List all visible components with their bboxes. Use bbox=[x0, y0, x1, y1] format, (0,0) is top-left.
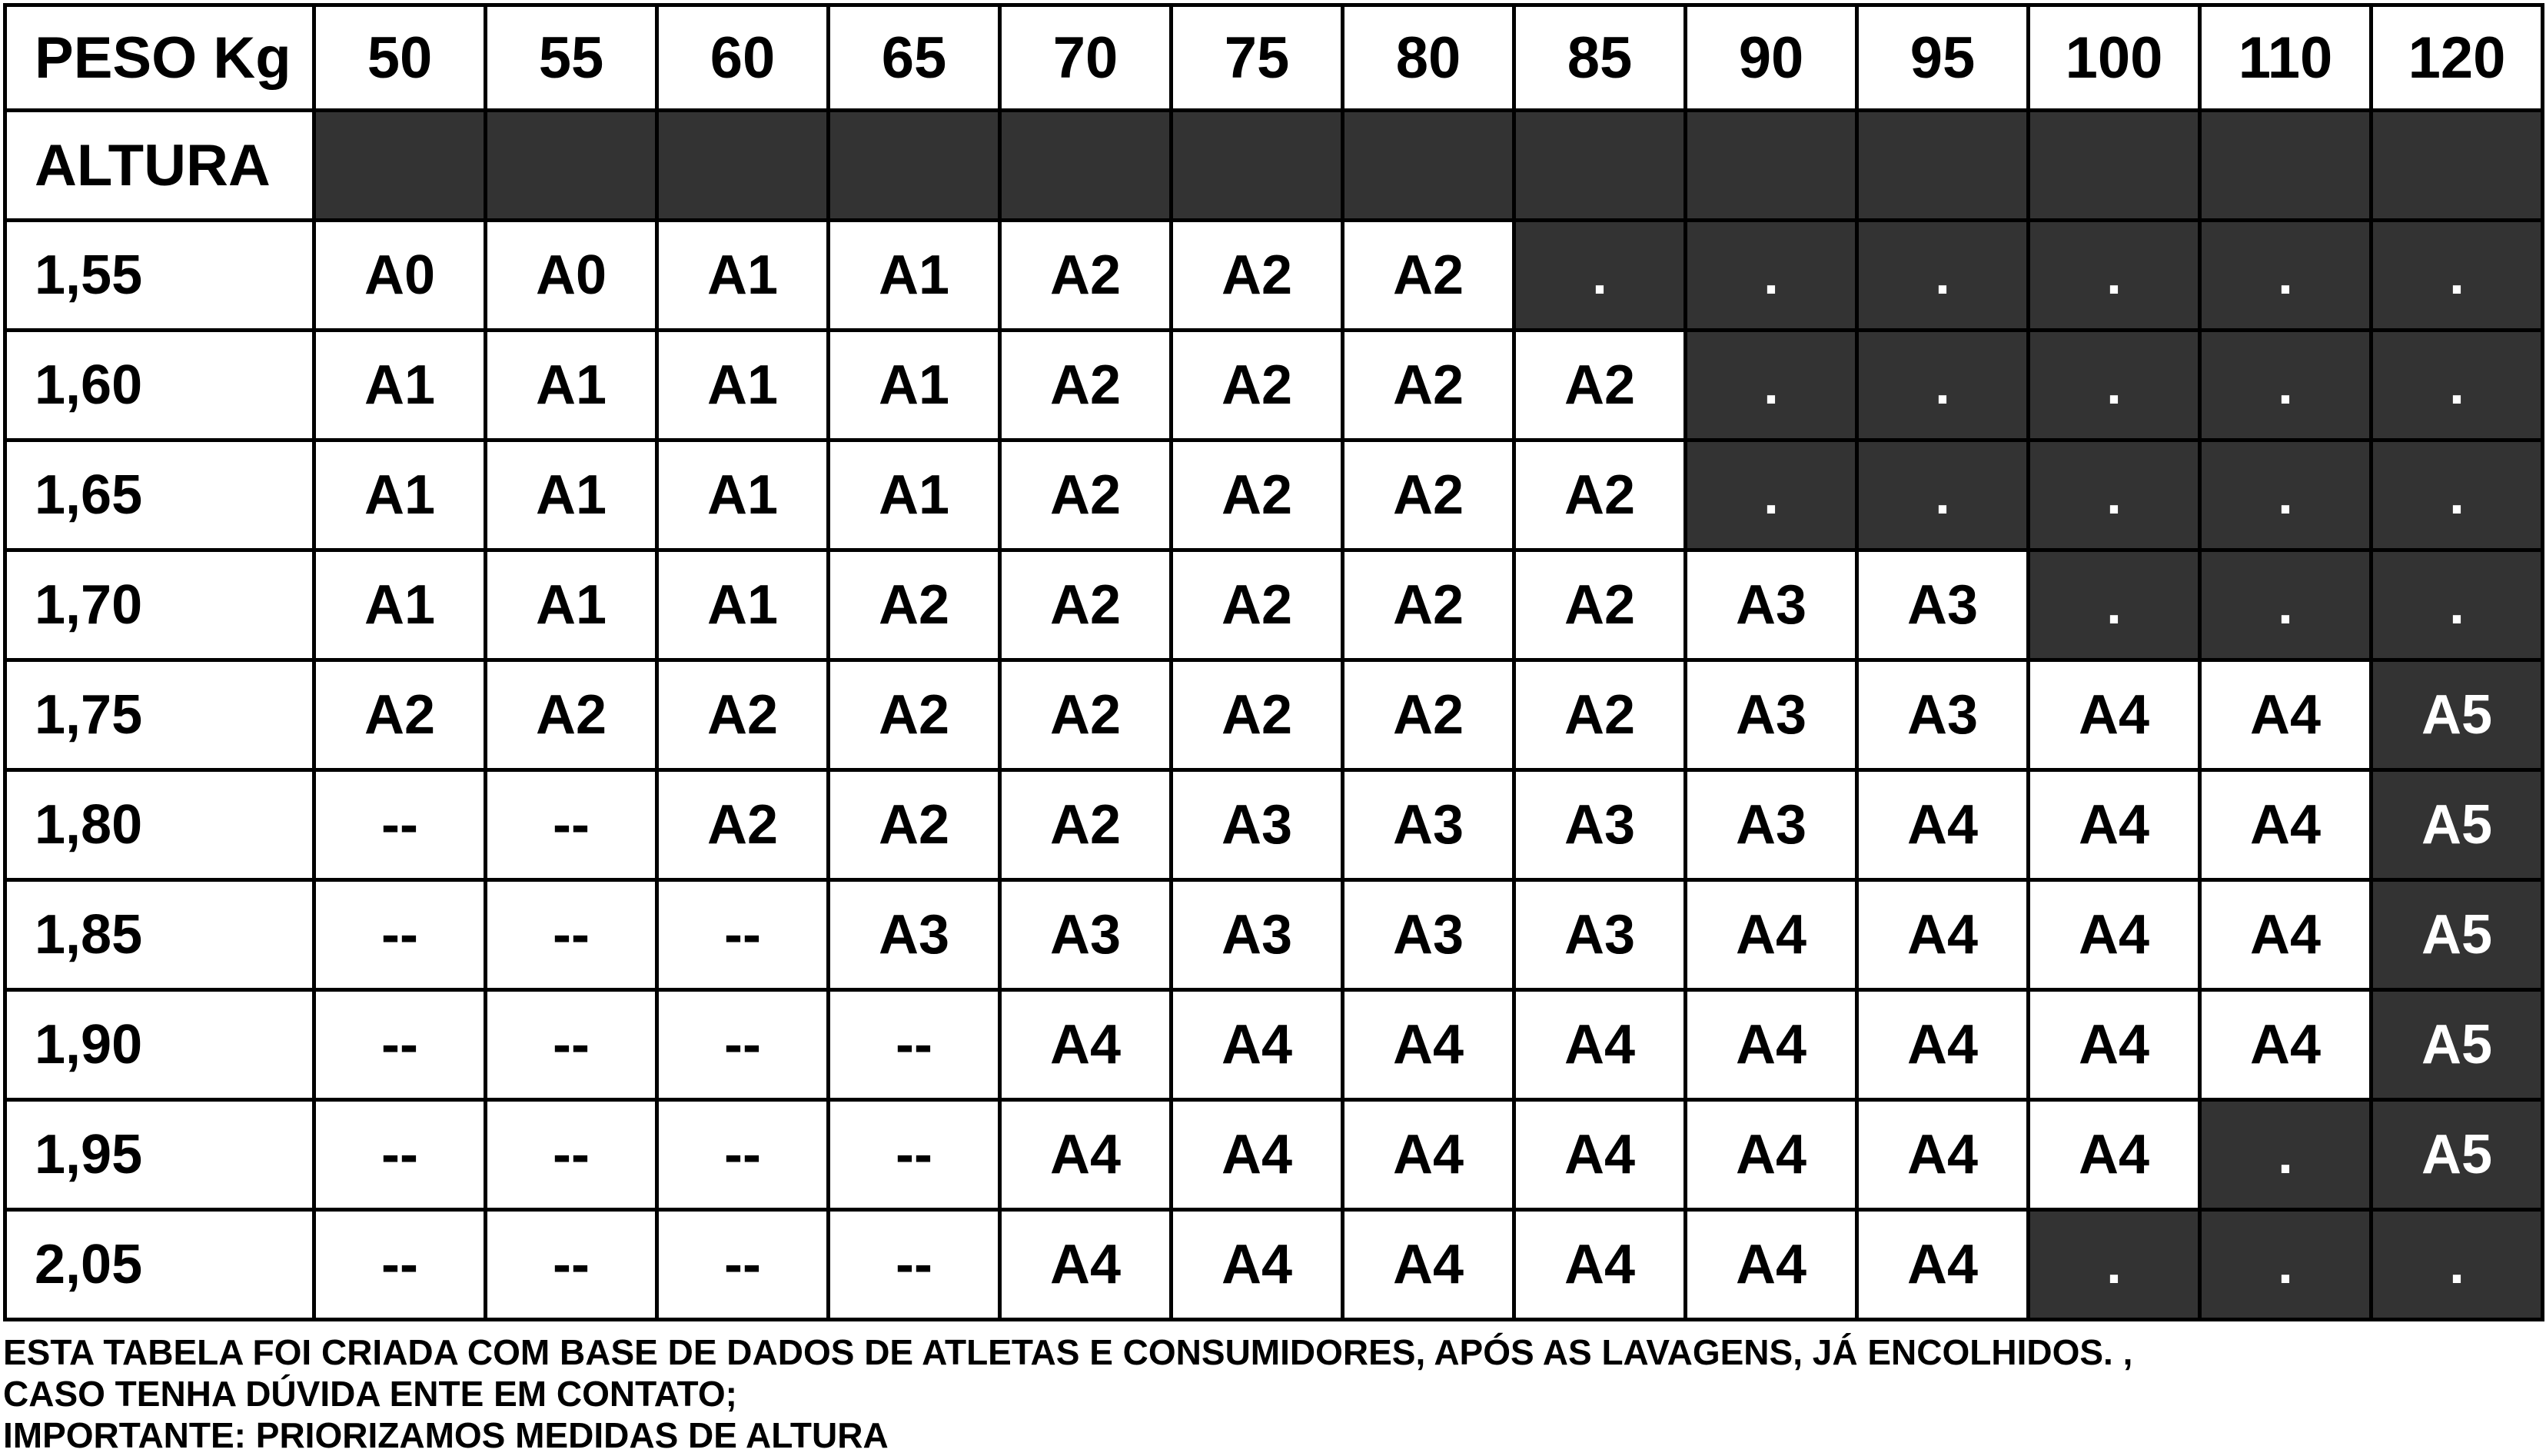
size-cell: A4 bbox=[1857, 1210, 2029, 1320]
size-cell: -- bbox=[314, 880, 486, 990]
size-cell: A3 bbox=[1343, 770, 1514, 880]
height-label: 1,60 bbox=[5, 331, 314, 440]
size-cell: A4 bbox=[1000, 1100, 1172, 1210]
size-cell: . bbox=[1857, 331, 2029, 440]
table-row bbox=[5, 440, 2543, 550]
size-cell: . bbox=[1514, 221, 1686, 331]
size-cell: A3 bbox=[1000, 880, 1172, 990]
size-cell: A1 bbox=[657, 221, 829, 331]
size-cell: A1 bbox=[486, 550, 657, 660]
size-cell: -- bbox=[314, 770, 486, 880]
size-cell: A4 bbox=[1686, 1210, 1857, 1320]
size-cell: A2 bbox=[1514, 331, 1686, 440]
size-cell: A2 bbox=[829, 660, 1000, 770]
size-cell: A4 bbox=[2200, 880, 2372, 990]
size-cell: A4 bbox=[1000, 990, 1172, 1100]
altura-filler-cell bbox=[2372, 111, 2543, 221]
table-row bbox=[5, 1210, 2543, 1320]
height-label: 1,95 bbox=[5, 1100, 314, 1210]
altura-filler-cell bbox=[1343, 111, 1514, 221]
size-cell: . bbox=[1686, 440, 1857, 550]
table-row bbox=[5, 770, 2543, 880]
size-cell: A4 bbox=[1514, 1210, 1686, 1320]
size-cell: A3 bbox=[1514, 770, 1686, 880]
size-cell: A2 bbox=[1000, 440, 1172, 550]
size-cell: A5 bbox=[2372, 770, 2543, 880]
size-cell: A2 bbox=[1343, 221, 1514, 331]
note-line-3: IMPORTANTE: PRIORIZAMOS MEDIDAS DE ALTURA bbox=[3, 1415, 889, 1455]
size-cell: A1 bbox=[314, 550, 486, 660]
size-cell: A2 bbox=[1343, 550, 1514, 660]
size-cell: . bbox=[2200, 221, 2372, 331]
size-cell: . bbox=[2029, 550, 2200, 660]
size-cell: A5 bbox=[2372, 990, 2543, 1100]
size-cell: A3 bbox=[1172, 880, 1343, 990]
size-cell: A3 bbox=[1514, 880, 1686, 990]
size-cell: A2 bbox=[657, 660, 829, 770]
note-line-1: ESTA TABELA FOI CRIADA COM BASE DE DADOS DE ATLETAS E CONSUMIDORES, APÓS AS LAVAGENS, JÁ ENCOLHIDOS. , bbox=[3, 1332, 2133, 1372]
size-cell: A3 bbox=[829, 880, 1000, 990]
size-cell: -- bbox=[314, 1210, 486, 1320]
altura-filler-cell bbox=[657, 111, 829, 221]
size-cell: A2 bbox=[1172, 660, 1343, 770]
size-cell: A1 bbox=[829, 221, 1000, 331]
size-cell: . bbox=[2372, 1210, 2543, 1320]
size-cell: A3 bbox=[1686, 770, 1857, 880]
altura-filler-cell bbox=[2029, 111, 2200, 221]
size-cell: -- bbox=[657, 990, 829, 1100]
size-cell: -- bbox=[829, 990, 1000, 1100]
height-label: 1,70 bbox=[5, 550, 314, 660]
height-label: 1,65 bbox=[5, 440, 314, 550]
size-cell: A1 bbox=[657, 331, 829, 440]
altura-filler-cell bbox=[2200, 111, 2372, 221]
size-cell: A4 bbox=[1686, 880, 1857, 990]
size-cell: A2 bbox=[1514, 660, 1686, 770]
size-cell: . bbox=[1686, 331, 1857, 440]
size-cell: A2 bbox=[1000, 221, 1172, 331]
size-cell: A4 bbox=[1857, 880, 2029, 990]
size-cell: A1 bbox=[486, 440, 657, 550]
size-cell: . bbox=[2372, 221, 2543, 331]
size-cell: A4 bbox=[1857, 770, 2029, 880]
size-cell: . bbox=[2029, 440, 2200, 550]
size-cell: A2 bbox=[1172, 550, 1343, 660]
size-cell: A2 bbox=[1172, 440, 1343, 550]
height-label: 1,90 bbox=[5, 990, 314, 1100]
size-cell: A4 bbox=[1514, 1100, 1686, 1210]
size-cell: . bbox=[2029, 221, 2200, 331]
size-cell: A2 bbox=[1000, 770, 1172, 880]
size-cell: A3 bbox=[1857, 550, 2029, 660]
size-cell: . bbox=[2200, 1100, 2372, 1210]
size-cell: A2 bbox=[486, 660, 657, 770]
size-cell: A2 bbox=[829, 550, 1000, 660]
size-cell: A2 bbox=[657, 770, 829, 880]
size-cell: . bbox=[2372, 550, 2543, 660]
size-cell: -- bbox=[486, 770, 657, 880]
size-cell: -- bbox=[314, 990, 486, 1100]
size-cell: A1 bbox=[314, 331, 486, 440]
size-cell: A3 bbox=[1857, 660, 2029, 770]
size-cell: A5 bbox=[2372, 1100, 2543, 1210]
table-row bbox=[5, 1100, 2543, 1210]
size-cell: . bbox=[2029, 1210, 2200, 1320]
size-cell: A4 bbox=[2029, 770, 2200, 880]
altura-label: ALTURA bbox=[5, 111, 314, 221]
size-cell: -- bbox=[486, 1100, 657, 1210]
size-cell: A2 bbox=[314, 660, 486, 770]
size-cell: A1 bbox=[657, 440, 829, 550]
size-cell: A2 bbox=[1000, 550, 1172, 660]
size-cell: A4 bbox=[1343, 990, 1514, 1100]
weight-header-row bbox=[5, 5, 2543, 111]
weight-header-cell: 65 bbox=[829, 5, 1000, 111]
size-cell: . bbox=[2372, 331, 2543, 440]
size-cell: A4 bbox=[1343, 1210, 1514, 1320]
size-cell: A4 bbox=[1172, 1210, 1343, 1320]
size-cell: A3 bbox=[1343, 880, 1514, 990]
weight-header-cell: 95 bbox=[1857, 5, 2029, 111]
table-row bbox=[5, 550, 2543, 660]
size-cell: A2 bbox=[1343, 660, 1514, 770]
height-label: 1,85 bbox=[5, 880, 314, 990]
size-cell: A2 bbox=[829, 770, 1000, 880]
size-cell: A2 bbox=[1172, 221, 1343, 331]
size-cell: . bbox=[2372, 440, 2543, 550]
size-cell: -- bbox=[657, 1100, 829, 1210]
size-cell: A4 bbox=[1857, 990, 2029, 1100]
size-cell: -- bbox=[657, 880, 829, 990]
size-cell: A1 bbox=[657, 550, 829, 660]
height-label: 1,80 bbox=[5, 770, 314, 880]
table-row bbox=[5, 660, 2543, 770]
altura-filler-cell bbox=[829, 111, 1000, 221]
size-cell: A2 bbox=[1514, 440, 1686, 550]
size-cell: . bbox=[2200, 331, 2372, 440]
size-cell: A1 bbox=[314, 440, 486, 550]
table-row bbox=[5, 880, 2543, 990]
notes-block bbox=[3, 1331, 2132, 1456]
size-cell: A4 bbox=[1172, 1100, 1343, 1210]
size-cell: A2 bbox=[1343, 440, 1514, 550]
weight-header-cell: 120 bbox=[2372, 5, 2543, 111]
size-cell: A4 bbox=[1686, 990, 1857, 1100]
size-cell: A4 bbox=[1343, 1100, 1514, 1210]
size-cell: A3 bbox=[1172, 770, 1343, 880]
size-table bbox=[3, 3, 2544, 1321]
size-cell: -- bbox=[314, 1100, 486, 1210]
size-cell: A1 bbox=[486, 331, 657, 440]
size-cell: A1 bbox=[829, 440, 1000, 550]
corner-label: PESO Kg bbox=[5, 5, 314, 111]
altura-filler-cell bbox=[1857, 111, 2029, 221]
size-cell: A2 bbox=[1172, 331, 1343, 440]
altura-filler-cell bbox=[486, 111, 657, 221]
table-row bbox=[5, 990, 2543, 1100]
size-cell: A3 bbox=[1686, 550, 1857, 660]
size-cell: . bbox=[2200, 1210, 2372, 1320]
weight-header-cell: 80 bbox=[1343, 5, 1514, 111]
weight-header-cell: 90 bbox=[1686, 5, 1857, 111]
altura-filler-cell bbox=[1172, 111, 1343, 221]
size-cell: A2 bbox=[1000, 331, 1172, 440]
altura-filler-cell bbox=[1514, 111, 1686, 221]
size-cell: A4 bbox=[1514, 990, 1686, 1100]
height-label: 2,05 bbox=[5, 1210, 314, 1320]
size-cell: A2 bbox=[1343, 331, 1514, 440]
size-cell: -- bbox=[486, 880, 657, 990]
height-label: 1,55 bbox=[5, 221, 314, 331]
size-cell: A1 bbox=[829, 331, 1000, 440]
size-cell: A0 bbox=[486, 221, 657, 331]
height-label: 1,75 bbox=[5, 660, 314, 770]
size-cell: A4 bbox=[1172, 990, 1343, 1100]
altura-row bbox=[5, 111, 2543, 221]
size-cell: . bbox=[1857, 221, 2029, 331]
size-cell: A4 bbox=[2029, 1100, 2200, 1210]
size-cell: -- bbox=[486, 990, 657, 1100]
weight-header-cell: 100 bbox=[2029, 5, 2200, 111]
size-cell: -- bbox=[829, 1100, 1000, 1210]
weight-header-cell: 75 bbox=[1172, 5, 1343, 111]
size-cell: A3 bbox=[1686, 660, 1857, 770]
weight-header-cell: 50 bbox=[314, 5, 486, 111]
size-cell: A4 bbox=[1000, 1210, 1172, 1320]
size-cell: A5 bbox=[2372, 880, 2543, 990]
size-cell: . bbox=[2200, 440, 2372, 550]
size-cell: A0 bbox=[314, 221, 486, 331]
weight-header-cell: 70 bbox=[1000, 5, 1172, 111]
size-cell: A4 bbox=[1686, 1100, 1857, 1210]
size-cell: -- bbox=[657, 1210, 829, 1320]
size-cell: A5 bbox=[2372, 660, 2543, 770]
size-cell: A4 bbox=[2200, 990, 2372, 1100]
size-cell: A4 bbox=[2200, 770, 2372, 880]
altura-filler-cell bbox=[314, 111, 486, 221]
weight-header-cell: 85 bbox=[1514, 5, 1686, 111]
weight-header-cell: 55 bbox=[486, 5, 657, 111]
note-line-2: CASO TENHA DÚVIDA ENTE EM CONTATO; bbox=[3, 1374, 737, 1414]
size-cell: A4 bbox=[2200, 660, 2372, 770]
size-cell: A2 bbox=[1514, 550, 1686, 660]
size-cell: A4 bbox=[1857, 1100, 2029, 1210]
size-cell: . bbox=[2029, 331, 2200, 440]
size-cell: A4 bbox=[2029, 990, 2200, 1100]
size-cell: A4 bbox=[2029, 880, 2200, 990]
altura-filler-cell bbox=[1000, 111, 1172, 221]
size-cell: . bbox=[1857, 440, 2029, 550]
weight-header-cell: 60 bbox=[657, 5, 829, 111]
size-cell: -- bbox=[829, 1210, 1000, 1320]
table-row bbox=[5, 221, 2543, 331]
size-cell: . bbox=[2200, 550, 2372, 660]
size-cell: A2 bbox=[1000, 660, 1172, 770]
size-cell: -- bbox=[486, 1210, 657, 1320]
size-cell: A4 bbox=[2029, 660, 2200, 770]
size-cell: . bbox=[1686, 221, 1857, 331]
table-row bbox=[5, 331, 2543, 440]
weight-header-cell: 110 bbox=[2200, 5, 2372, 111]
altura-filler-cell bbox=[1686, 111, 1857, 221]
